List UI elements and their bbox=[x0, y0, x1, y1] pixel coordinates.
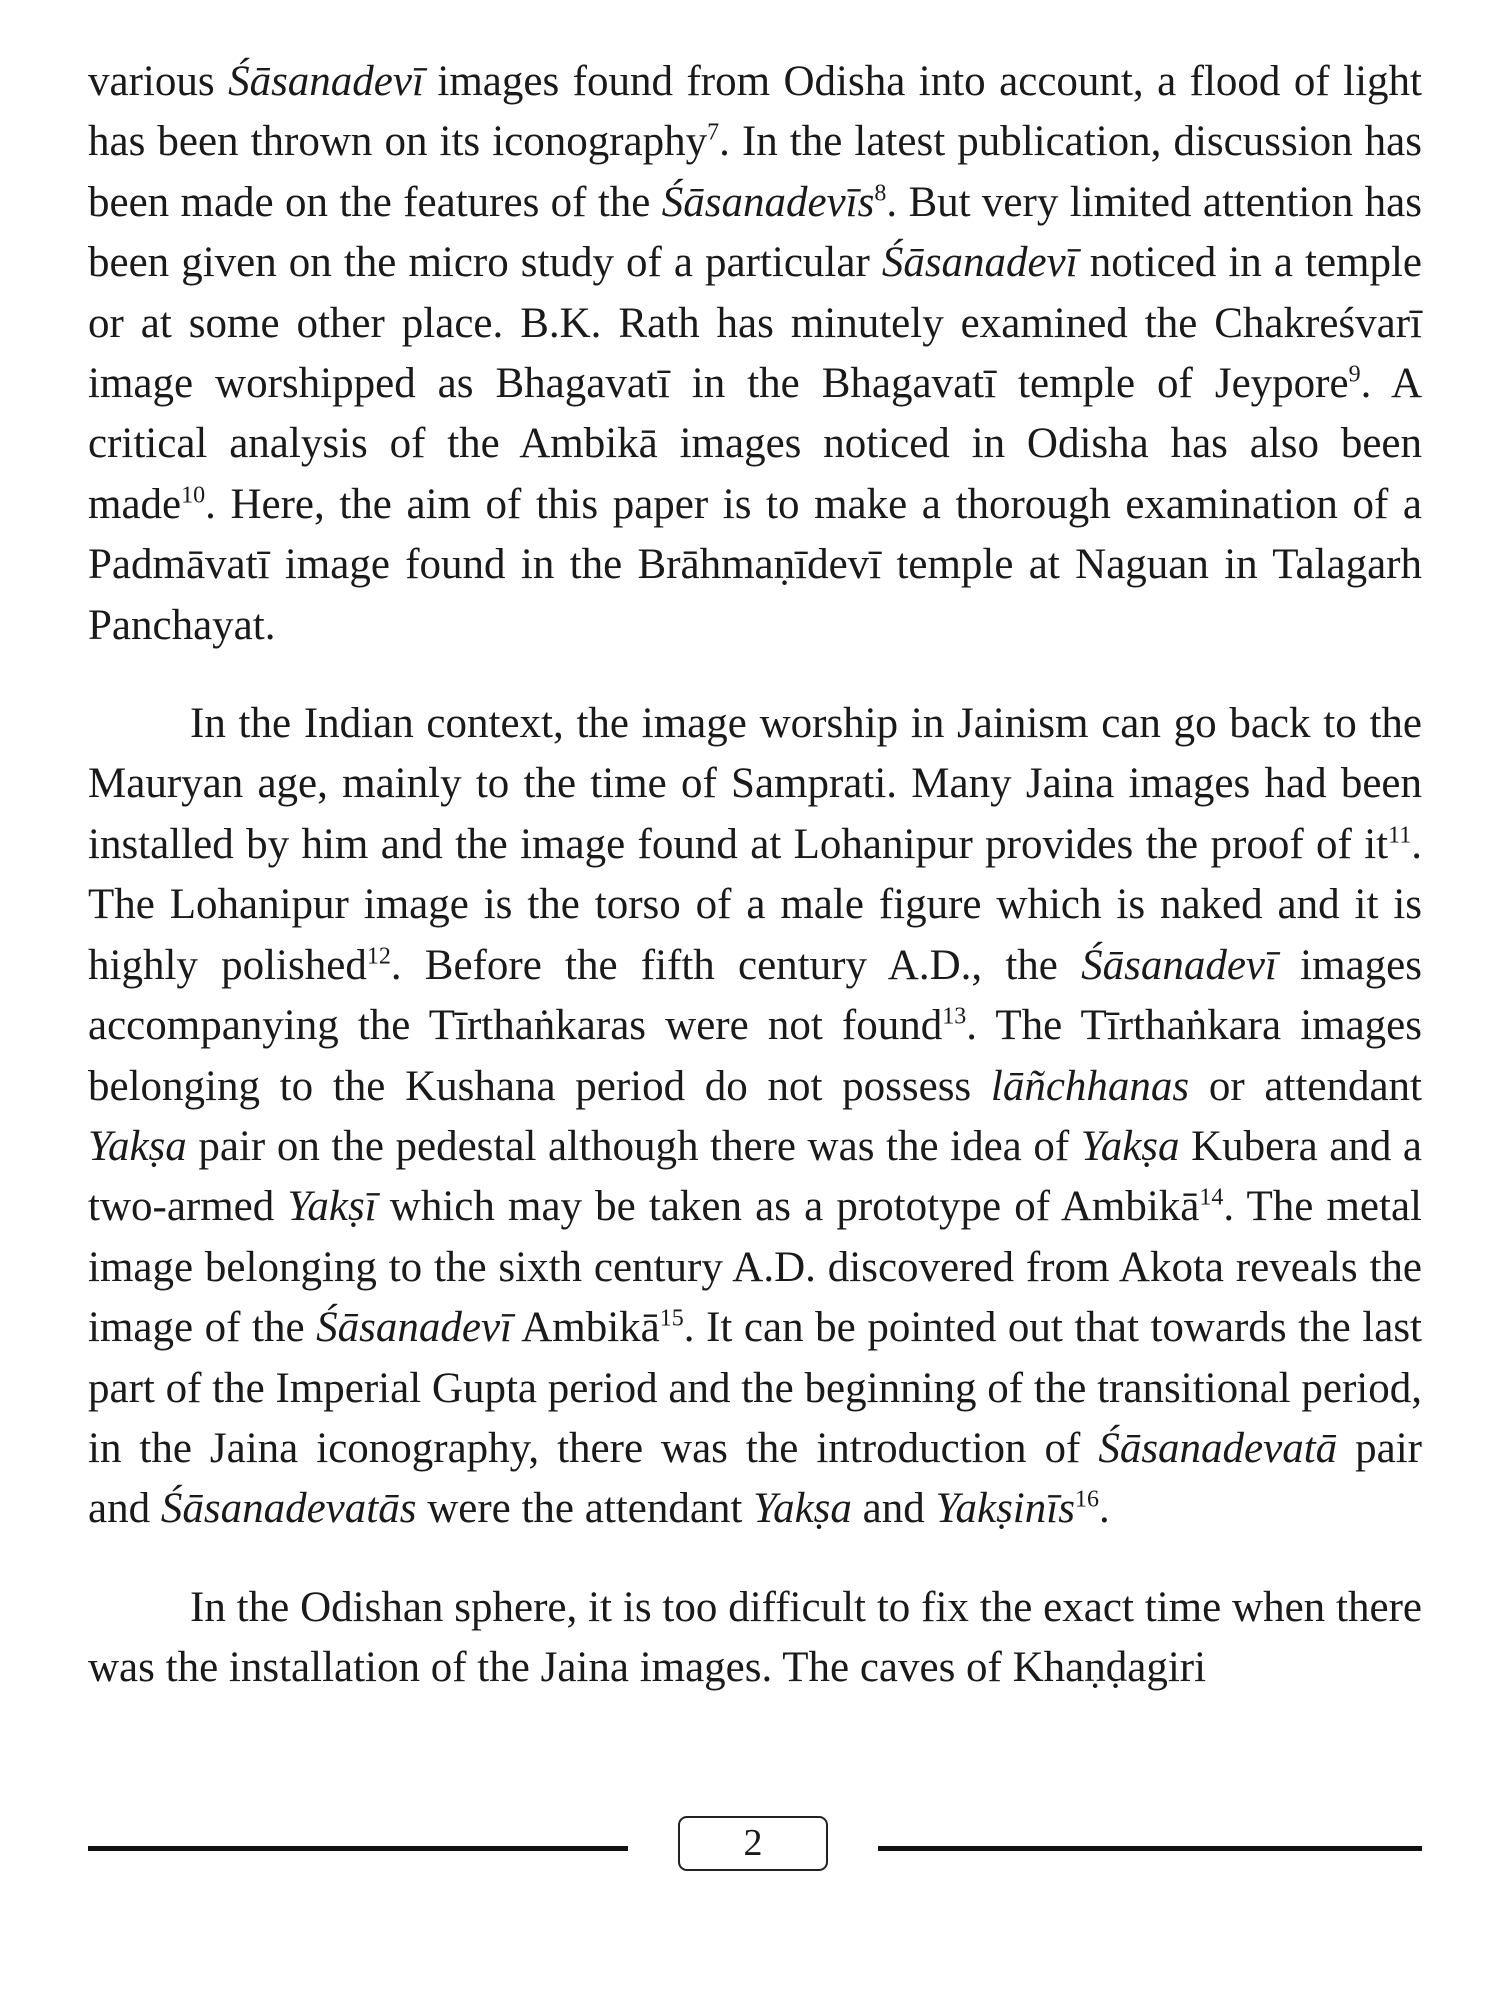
italic-term: Yakṣa bbox=[1080, 1122, 1180, 1170]
footnote-ref: 9 bbox=[1348, 361, 1361, 388]
text-run: . In the latest publication, discussion has been made on the features of the bbox=[88, 118, 1423, 226]
italic-term: Yakṣinīs bbox=[935, 1485, 1075, 1533]
paragraph-2 bbox=[88, 694, 1422, 1540]
footnote-ref: 14 bbox=[1199, 1184, 1224, 1211]
text-run: or attendant bbox=[1189, 1062, 1422, 1110]
text-run: . Before the fifth century A.D., the bbox=[390, 941, 1082, 989]
italic-term: lāñchhanas bbox=[990, 1062, 1190, 1110]
italic-term: Yakṣa bbox=[753, 1485, 852, 1533]
footnote-ref: 12 bbox=[366, 943, 391, 970]
text-run: . bbox=[1098, 1485, 1110, 1533]
italic-term: Śāsanadevī bbox=[316, 1304, 513, 1352]
footnote-ref: 13 bbox=[942, 1003, 967, 1030]
paragraph-3 bbox=[88, 1578, 1422, 1699]
text-run: . The metal image belonging to the sixth century A.D. discovered from Akota reveals the image of the bbox=[88, 1183, 1422, 1352]
footnote-ref: 7 bbox=[707, 120, 720, 147]
text-run: images accompanying the Tīrthaṅkaras were not found bbox=[88, 941, 1422, 1050]
italic-term: Śāsanadevatā bbox=[1098, 1424, 1338, 1472]
italic-term: Śāsanadevī bbox=[228, 58, 424, 105]
text-run: In the Odishan sphere, it is too difficult to fix the exact time when there was the installation of the Jaina images. The caves of Khaṇḍagiri bbox=[88, 1583, 1422, 1692]
text-run: pair and bbox=[88, 1424, 1422, 1533]
text-run: . The Lohanipur image is the torso of a male figure which is naked and it is highly polished bbox=[88, 820, 1422, 989]
text-run: . A critical analysis of the Ambikā images noticed in Odisha has also been made bbox=[88, 360, 1422, 528]
text-run: images found from Odisha into account, a flood of light has been thrown on its iconography bbox=[88, 58, 1422, 166]
footnote-ref: 11 bbox=[1388, 822, 1412, 849]
text-run: . It can be pointed out that towards the last part of the Imperial Gupta period and the beginning of the transitional period, in the Jaina iconography, there was the introduction of bbox=[88, 1304, 1423, 1472]
footnote-ref: 16 bbox=[1074, 1487, 1099, 1514]
page-number: 2 bbox=[743, 1822, 763, 1864]
text-run: pair on the pedestal although there was the idea of bbox=[186, 1122, 1081, 1170]
footer-rule-left bbox=[88, 1846, 628, 1851]
italic-term: Śāsanadevīs bbox=[661, 178, 875, 226]
footnote-ref: 10 bbox=[181, 482, 206, 509]
footer-rule-right bbox=[878, 1846, 1422, 1851]
text-run: were the attendant bbox=[416, 1485, 754, 1533]
text-run: . Here, the aim of this paper is to make a thorough examination of a Padmāvatī image found in the Brāhmaṇīdevī temple at Naguan in Talagarh Panchayat. bbox=[88, 480, 1422, 649]
text-run: noticed in a temple or at some other place. B.K. Rath has minutely examined the Chakreśvarī image worshipped as Bhagavatī in the Bhagavatī temple of Jeypore bbox=[88, 239, 1423, 408]
italic-term: Śāsanadevī bbox=[1081, 941, 1277, 989]
paragraph-1 bbox=[88, 52, 1422, 656]
page-footer bbox=[0, 1816, 1500, 1876]
italic-term: Śāsanadevī bbox=[881, 239, 1078, 287]
text-run: and bbox=[851, 1485, 936, 1533]
text-run: Ambikā bbox=[512, 1304, 660, 1352]
italic-term: Yakṣa bbox=[88, 1122, 187, 1170]
text-run: . But very limited attention has been given on the micro study of a particular bbox=[88, 178, 1422, 287]
text-run: Kubera and a two-armed bbox=[88, 1122, 1422, 1231]
italic-term: Śāsanadevatās bbox=[160, 1485, 417, 1533]
text-run: In the Indian context, the image worship in Jainism can go back to the Mauryan age, mainly to the time of Samprati. Many Jaina images had been installed by him and the image found at Lohanipur provides the proof of it bbox=[88, 700, 1422, 868]
footnote-ref: 8 bbox=[874, 180, 887, 207]
page-number-box bbox=[678, 1816, 828, 1871]
footnote-ref: 15 bbox=[659, 1305, 684, 1332]
text-run: various bbox=[88, 58, 229, 105]
page-body bbox=[88, 52, 1422, 1699]
text-run: . The Tīrthaṅkara images belonging to the Kushana period do not possess bbox=[88, 1002, 1422, 1110]
text-run: which may be taken as a prototype of Ambikā bbox=[376, 1183, 1200, 1231]
italic-term: Yakṣī bbox=[287, 1183, 377, 1231]
